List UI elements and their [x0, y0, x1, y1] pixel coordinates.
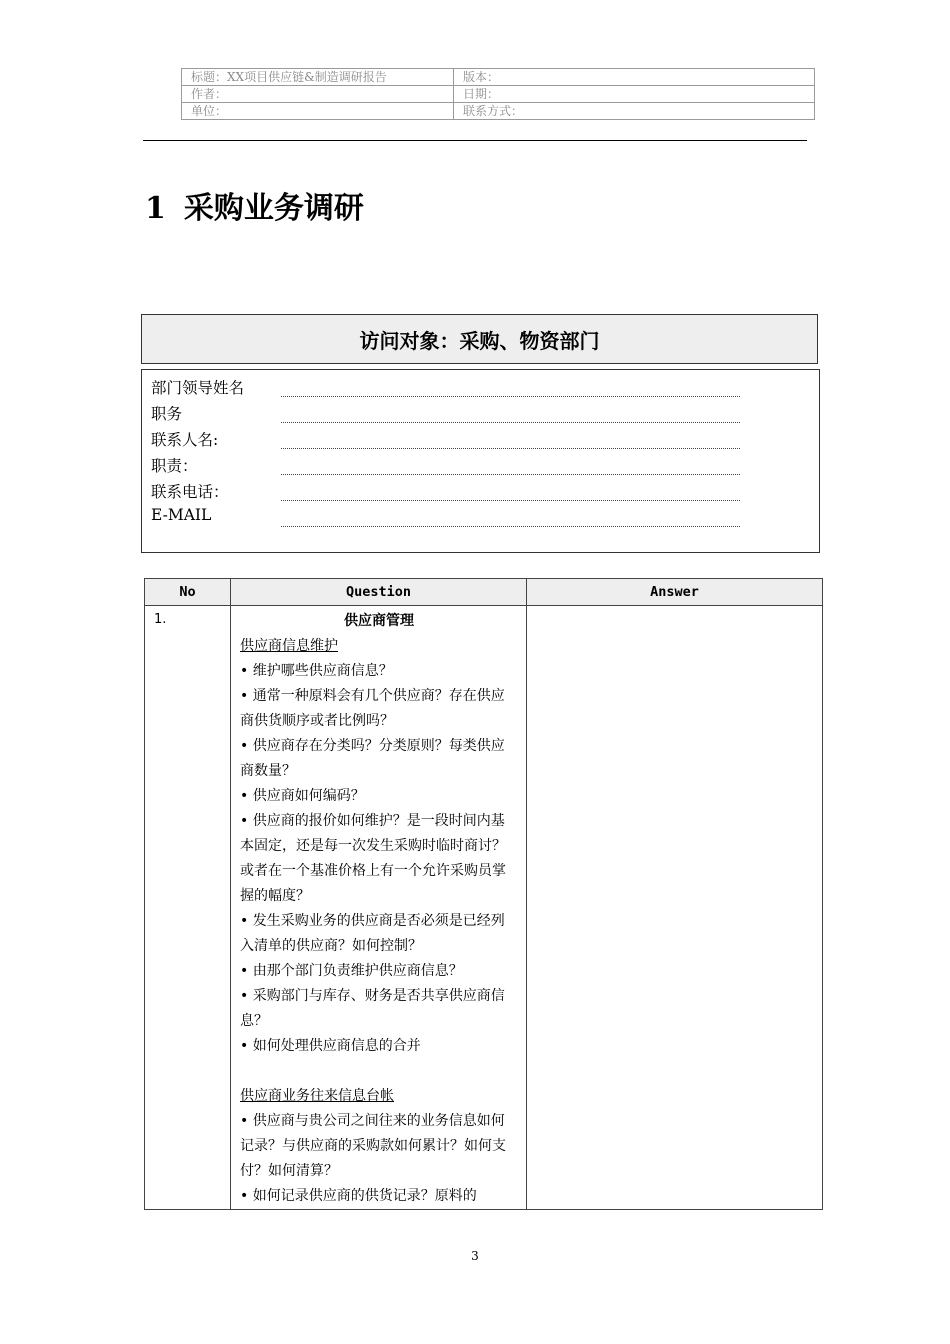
- header-version-cell: 版本：: [454, 69, 815, 86]
- table-row: [145, 606, 823, 1210]
- header-row: [182, 69, 815, 86]
- field-line[interactable]: [281, 448, 740, 449]
- question-item: • 由那个部门负责维护供应商信息？: [240, 963, 463, 979]
- question-item: • 供应商的报价如何维护？是一段时间内基本固定，还是每一次发生采购时临时商讨？或者在一个基准价格上有一个允许采购员掌握的幅度？: [240, 813, 506, 904]
- field-label: E-MAIL: [151, 506, 212, 524]
- header-contact-cell: 联系方式：: [454, 103, 815, 120]
- question-item: • 如何处理供应商信息的合并: [240, 1038, 421, 1054]
- question-cell: [231, 606, 527, 1210]
- section-title: 采购业务调研: [183, 191, 364, 226]
- header-author-cell: 作者：: [182, 86, 454, 103]
- field-label: 联系人名:: [151, 431, 219, 449]
- field-label: 部门领导姓名: [151, 379, 245, 397]
- col-header-no: No: [145, 579, 231, 606]
- header-title-cell: 标题：XX项目供应链&制造调研报告: [182, 69, 454, 86]
- row-number: 1.: [145, 606, 231, 1210]
- col-header-answer: Answer: [527, 579, 823, 606]
- field-phone: [151, 476, 751, 502]
- spacer: [240, 1059, 518, 1084]
- visit-title: 访问对象：采购、物资部门: [141, 314, 818, 364]
- question-item: • 通常一种原料会有几个供应商？存在供应商供货顺序或者比例吗？: [240, 688, 505, 729]
- field-position: [151, 398, 751, 424]
- page-number: 3: [471, 1249, 479, 1263]
- field-contact-name: [151, 424, 751, 450]
- header-row: [182, 103, 815, 120]
- header-date-cell: 日期：: [454, 86, 815, 103]
- field-line[interactable]: [281, 500, 740, 501]
- field-label: 职责：: [151, 457, 198, 475]
- document-header-table: [181, 68, 815, 120]
- question-item: • 如何记录供应商的供货记录？原料的: [240, 1188, 477, 1204]
- col-header-question: Question: [231, 579, 527, 606]
- question-topic: 供应商管理: [344, 613, 414, 629]
- field-label: 职务: [151, 405, 183, 423]
- answer-cell[interactable]: [527, 606, 823, 1210]
- field-dept-leader: [151, 372, 751, 398]
- field-label: 联系电话：: [151, 483, 229, 501]
- qa-header-row: [145, 579, 823, 606]
- field-duty: [151, 450, 751, 476]
- header-divider: [143, 140, 807, 141]
- section-number: 1: [145, 191, 166, 226]
- question-item: • 维护哪些供应商信息？: [240, 663, 393, 679]
- visit-info-box: [141, 369, 820, 553]
- field-line[interactable]: [281, 526, 740, 527]
- section-heading: [145, 183, 364, 227]
- question-item: • 供应商如何编码？: [240, 788, 365, 804]
- question-subtopic: 供应商信息维护: [240, 638, 338, 654]
- question-item: • 供应商存在分类吗？分类原则？每类供应商数量？: [240, 738, 505, 779]
- question-subtopic: 供应商业务往来信息台帐: [240, 1088, 394, 1104]
- question-item: • 采购部门与库存、财务是否共享供应商信息？: [240, 988, 505, 1029]
- field-line[interactable]: [281, 396, 740, 397]
- header-row: [182, 86, 815, 103]
- field-line[interactable]: [281, 422, 740, 423]
- field-email: [151, 502, 751, 528]
- header-unit-cell: 单位：: [182, 103, 454, 120]
- question-item: • 供应商与贵公司之间往来的业务信息如何记录？与供应商的采购款如何累计？如何支付？如何清算？: [240, 1113, 506, 1179]
- question-item: • 发生采购业务的供应商是否必须是已经列入清单的供应商？如何控制？: [240, 913, 505, 954]
- field-line[interactable]: [281, 474, 740, 475]
- qa-table: [144, 578, 823, 1210]
